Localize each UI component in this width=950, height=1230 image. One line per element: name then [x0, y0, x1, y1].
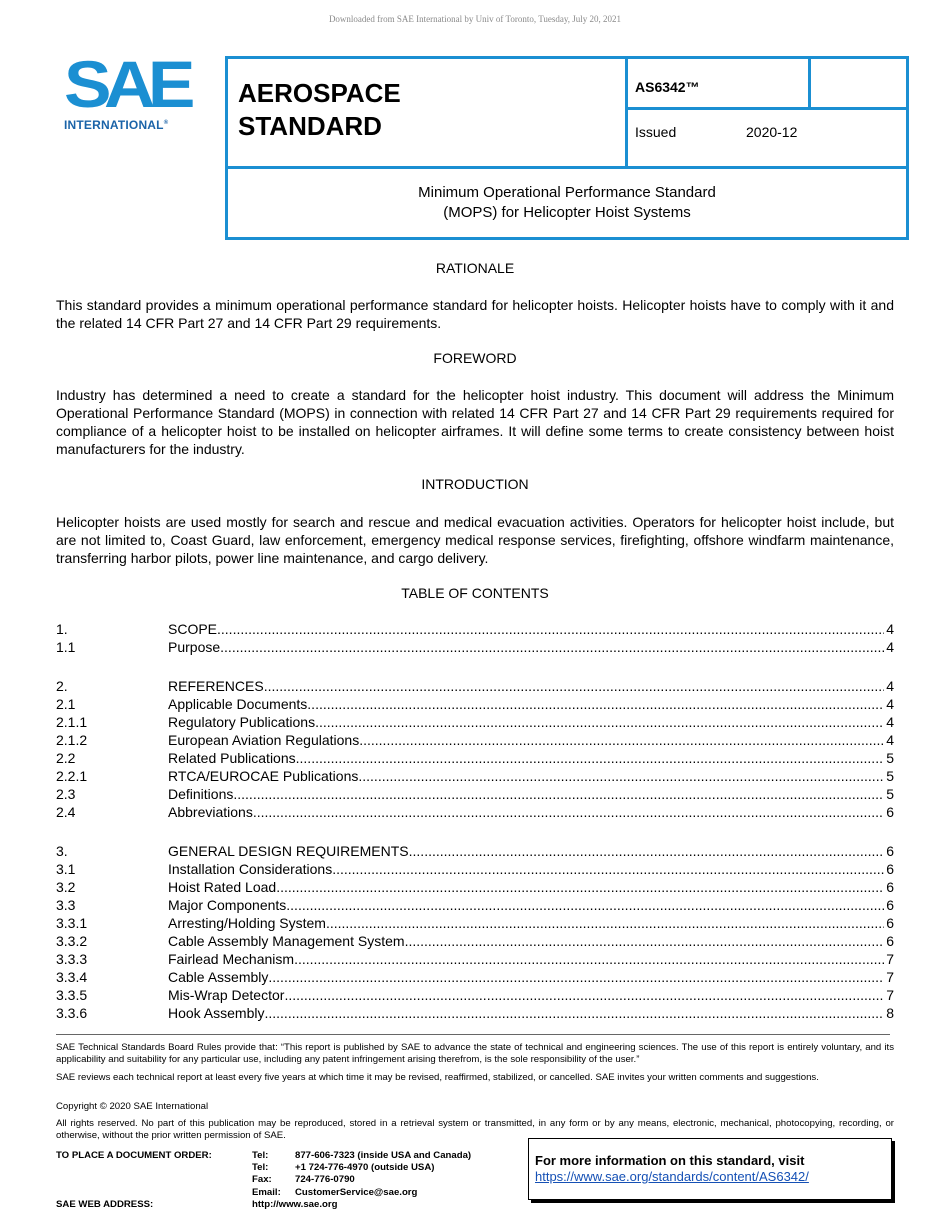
toc-leader-dots	[358, 767, 884, 785]
toc-entry-number: 3.3.6	[56, 1005, 88, 1021]
toc-entry-title: RTCA/EUROCAE Publications	[168, 768, 359, 784]
document-type: AEROSPACE STANDARD	[238, 78, 401, 141]
toc-entry-number: 3.3.1	[56, 915, 88, 931]
toc-leader-dots	[276, 878, 884, 896]
toc-entry[interactable]	[56, 620, 894, 638]
toc-entry[interactable]	[56, 731, 894, 749]
toc-entry[interactable]	[56, 677, 894, 695]
rights-text: All rights reserved. No part of this publication may be reproduced, stored in a retrieval system or transmitted, in any form or by any means, electronic, mechanical, photocopying, recording, or otherwise, without the prior written permission of SAE.	[56, 1118, 894, 1141]
toc-entry[interactable]	[56, 914, 894, 932]
toc-leader-dots	[264, 1004, 884, 1022]
standards-rules-text: SAE Technical Standards Board Rules provide that: “This report is published by SAE to advance the state of technical and engineering sciences. The use of this report is entirely voluntary, and its applicability and suitability for any particular use, including any patent infringement arising therefrom, is the sole responsibility of the user.”	[56, 1042, 894, 1065]
toc-leader-dots	[359, 731, 884, 749]
more-info-link[interactable]: https://www.sae.org/standards/content/AS6342/	[535, 1169, 809, 1184]
toc-entry-title: European Aviation Regulations	[168, 732, 360, 748]
toc-entry-page: 6	[886, 843, 894, 859]
toc-entry-page: 4	[886, 732, 894, 748]
toc-heading: TABLE OF CONTENTS	[401, 585, 549, 601]
toc-leader-dots	[253, 803, 884, 821]
toc-leader-dots	[326, 914, 884, 932]
toc-entry-page: 8	[886, 1005, 894, 1021]
toc-entry-number: 2.2	[56, 750, 76, 766]
sae-logo	[64, 47, 188, 134]
toc-leader-dots	[296, 749, 885, 767]
document-number: AS6342™	[635, 79, 700, 95]
logo-subtitle: INTERNATIONAL®	[64, 118, 169, 132]
toc-leader-dots	[409, 842, 885, 860]
toc-entry-title: REFERENCES	[168, 678, 264, 694]
toc-entry[interactable]	[56, 713, 894, 731]
toc-entry-page: 4	[886, 621, 894, 637]
toc-entry-page: 6	[886, 897, 894, 913]
toc-leader-dots	[268, 968, 884, 986]
toc-leader-dots	[233, 785, 884, 803]
toc-entry-title: Hook Assembly	[168, 1005, 265, 1021]
email-address[interactable]: CustomerService@sae.org	[295, 1186, 418, 1198]
toc-entry-title: Related Publications	[168, 750, 296, 766]
toc-entry[interactable]	[56, 1004, 894, 1022]
logo-mark: SAE	[64, 47, 188, 121]
toc-leader-dots	[286, 896, 884, 914]
toc-entry-page: 5	[886, 750, 894, 766]
toc-entry-number: 3.3.5	[56, 987, 88, 1003]
phone-intl: +1 724-776-4970 (outside USA)	[295, 1162, 435, 1174]
phone-usa: 877-606-7323 (inside USA and Canada)	[295, 1150, 472, 1161]
toc-entry-title: Purpose	[168, 639, 221, 655]
toc-entry[interactable]	[56, 638, 894, 656]
toc-entry-number: 3.3.3	[56, 951, 88, 967]
foreword-heading: FOREWORD	[433, 350, 517, 366]
toc-entry-page: 4	[886, 696, 894, 712]
toc-entry[interactable]	[56, 986, 894, 1004]
introduction-heading: INTRODUCTION	[421, 476, 529, 492]
toc-entry-number: 3.	[56, 843, 68, 859]
issued-date: 2020-12	[746, 124, 798, 140]
toc-entry-title: Cable Assembly	[168, 969, 269, 985]
toc-entry-page: 6	[886, 804, 894, 820]
toc-entry-title: Arresting/Holding System	[168, 915, 326, 931]
toc-entry-number: 2.1	[56, 696, 76, 712]
toc-entry-number: 3.3.2	[56, 933, 88, 949]
contact-block: Tel: 877-606-7323 (inside USA and Canada) Tel: +1 724-776-4970 (outside USA) Fax: 724-776-0790 Email: CustomerService@sae.org http://www.sae.org	[252, 1150, 472, 1210]
toc-entry-page: 4	[886, 678, 894, 694]
toc-entry[interactable]	[56, 878, 894, 896]
toc-entry-number: 1.1	[56, 639, 76, 655]
toc-entry-title: Major Components	[168, 897, 287, 913]
toc-entry-page: 6	[886, 861, 894, 877]
toc-leader-dots	[315, 713, 884, 731]
more-info-box	[528, 1138, 892, 1200]
toc-entry-page: 4	[886, 714, 894, 730]
toc-entry-title: SCOPE	[168, 621, 218, 637]
toc-leader-dots	[217, 620, 884, 638]
toc-entry-page: 7	[886, 951, 894, 967]
toc-entry-number: 2.1.1	[56, 714, 88, 730]
introduction-text: Helicopter hoists are used mostly for search and rescue and medical evacuation activities. Operators for helicopter hoist include, but are not limited to, Coast Guard, law enforcement, emergency medical response services, firefighting, offshore windfarm maintenance, transferring harbor pilots, power line maintenance, and cargo delivery.	[56, 514, 894, 566]
order-label: TO PLACE A DOCUMENT ORDER:	[56, 1150, 212, 1161]
toc-entry[interactable]	[56, 803, 894, 821]
toc-leader-dots	[220, 638, 884, 656]
issued-label: Issued	[635, 124, 677, 140]
fax-number: 724-776-0790	[295, 1174, 355, 1186]
review-text: SAE reviews each technical report at least every five years at which time it may be revised, reaffirmed, stabilized, or cancelled. SAE invites your written comments and suggestions.	[56, 1072, 819, 1083]
toc-leader-dots	[264, 677, 885, 695]
toc-entry-title: Applicable Documents	[168, 696, 308, 712]
toc-entry-title: Fairlead Mechanism	[168, 951, 295, 967]
toc-entry[interactable]	[56, 968, 894, 986]
toc-entry-number: 2.4	[56, 804, 76, 820]
toc-entry-number: 3.1	[56, 861, 76, 877]
toc-entry-page: 4	[886, 639, 894, 655]
document-title: Minimum Operational Performance Standard (MOPS) for Helicopter Hoist Systems	[418, 184, 716, 221]
download-note: Downloaded from SAE International by Univ of Toronto, Tuesday, July 20, 2021	[328, 14, 622, 24]
toc-entry-page: 7	[886, 969, 894, 985]
web-address-label: SAE WEB ADDRESS:	[56, 1199, 154, 1210]
toc-entry-title: Mis-Wrap Detector	[168, 987, 285, 1003]
toc-entry[interactable]	[56, 749, 894, 767]
toc-entry-title: Installation Considerations	[168, 861, 333, 877]
toc-entry[interactable]	[56, 767, 894, 785]
copyright-text: Copyright © 2020 SAE International	[56, 1101, 209, 1112]
toc-entry-number: 3.3	[56, 897, 76, 913]
toc-entry[interactable]	[56, 950, 894, 968]
toc-entry-page: 6	[886, 933, 894, 949]
header-box	[225, 56, 909, 240]
toc-entry-page: 5	[886, 786, 894, 802]
toc-entry-title: GENERAL DESIGN REQUIREMENTS	[168, 843, 409, 859]
toc-entry[interactable]	[56, 785, 894, 803]
toc-entry-page: 5	[886, 768, 894, 784]
toc-entry[interactable]	[56, 695, 894, 713]
toc-entry-page: 7	[886, 987, 894, 1003]
toc-entry-number: 2.3	[56, 786, 76, 802]
toc-entry[interactable]	[56, 896, 894, 914]
toc-entry-number: 3.2	[56, 879, 76, 895]
toc-entry-title: Cable Assembly Management System	[168, 933, 405, 949]
toc-entry-page: 6	[886, 915, 894, 931]
footer-divider	[56, 1034, 890, 1035]
toc-entry-page: 6	[886, 879, 894, 895]
toc-entry-title: Definitions	[168, 786, 234, 802]
foreword-text: Industry has determined a need to create a standard for the helicopter hoist industry. This document will address the Minimum Operational Performance Standard (MOPS) in connection with related 14 CFR Part 27 and 14 CFR Part 29 requirements required for compliance of a helicopter hoist to be installed on helicopter airframes. It will define some terms to create consistency between hoist manufacturers for the industry.	[56, 387, 894, 457]
more-info-title: For more information on this standard, visit	[535, 1153, 805, 1168]
toc-entry-title: Hoist Rated Load	[168, 879, 277, 895]
toc-entry[interactable]	[56, 860, 894, 878]
toc-entry-number: 3.3.4	[56, 969, 88, 985]
web-address-link[interactable]: http://www.sae.org	[252, 1198, 338, 1210]
rationale-heading: RATIONALE	[435, 260, 515, 276]
toc-entry-title: Abbreviations	[168, 804, 253, 820]
toc-entry[interactable]	[56, 842, 894, 860]
toc-leader-dots	[307, 695, 884, 713]
toc-entry-number: 2.1.2	[56, 732, 88, 748]
toc-entry-title: Regulatory Publications	[168, 714, 316, 730]
toc-entry-number: 2.2.1	[56, 768, 88, 784]
toc-entry[interactable]	[56, 932, 894, 950]
toc-entry-number: 2.	[56, 678, 68, 694]
toc-leader-dots	[294, 950, 884, 968]
rationale-text: This standard provides a minimum operational performance standard for helicopter hoists. Helicopter hoists have to comply with it and the related 14 CFR Part 27 and 14 CFR Part 29 requirements.	[56, 297, 894, 331]
toc-leader-dots	[284, 986, 884, 1004]
toc-leader-dots	[405, 932, 885, 950]
toc-entry-number: 1.	[56, 621, 68, 637]
toc-leader-dots	[332, 860, 884, 878]
